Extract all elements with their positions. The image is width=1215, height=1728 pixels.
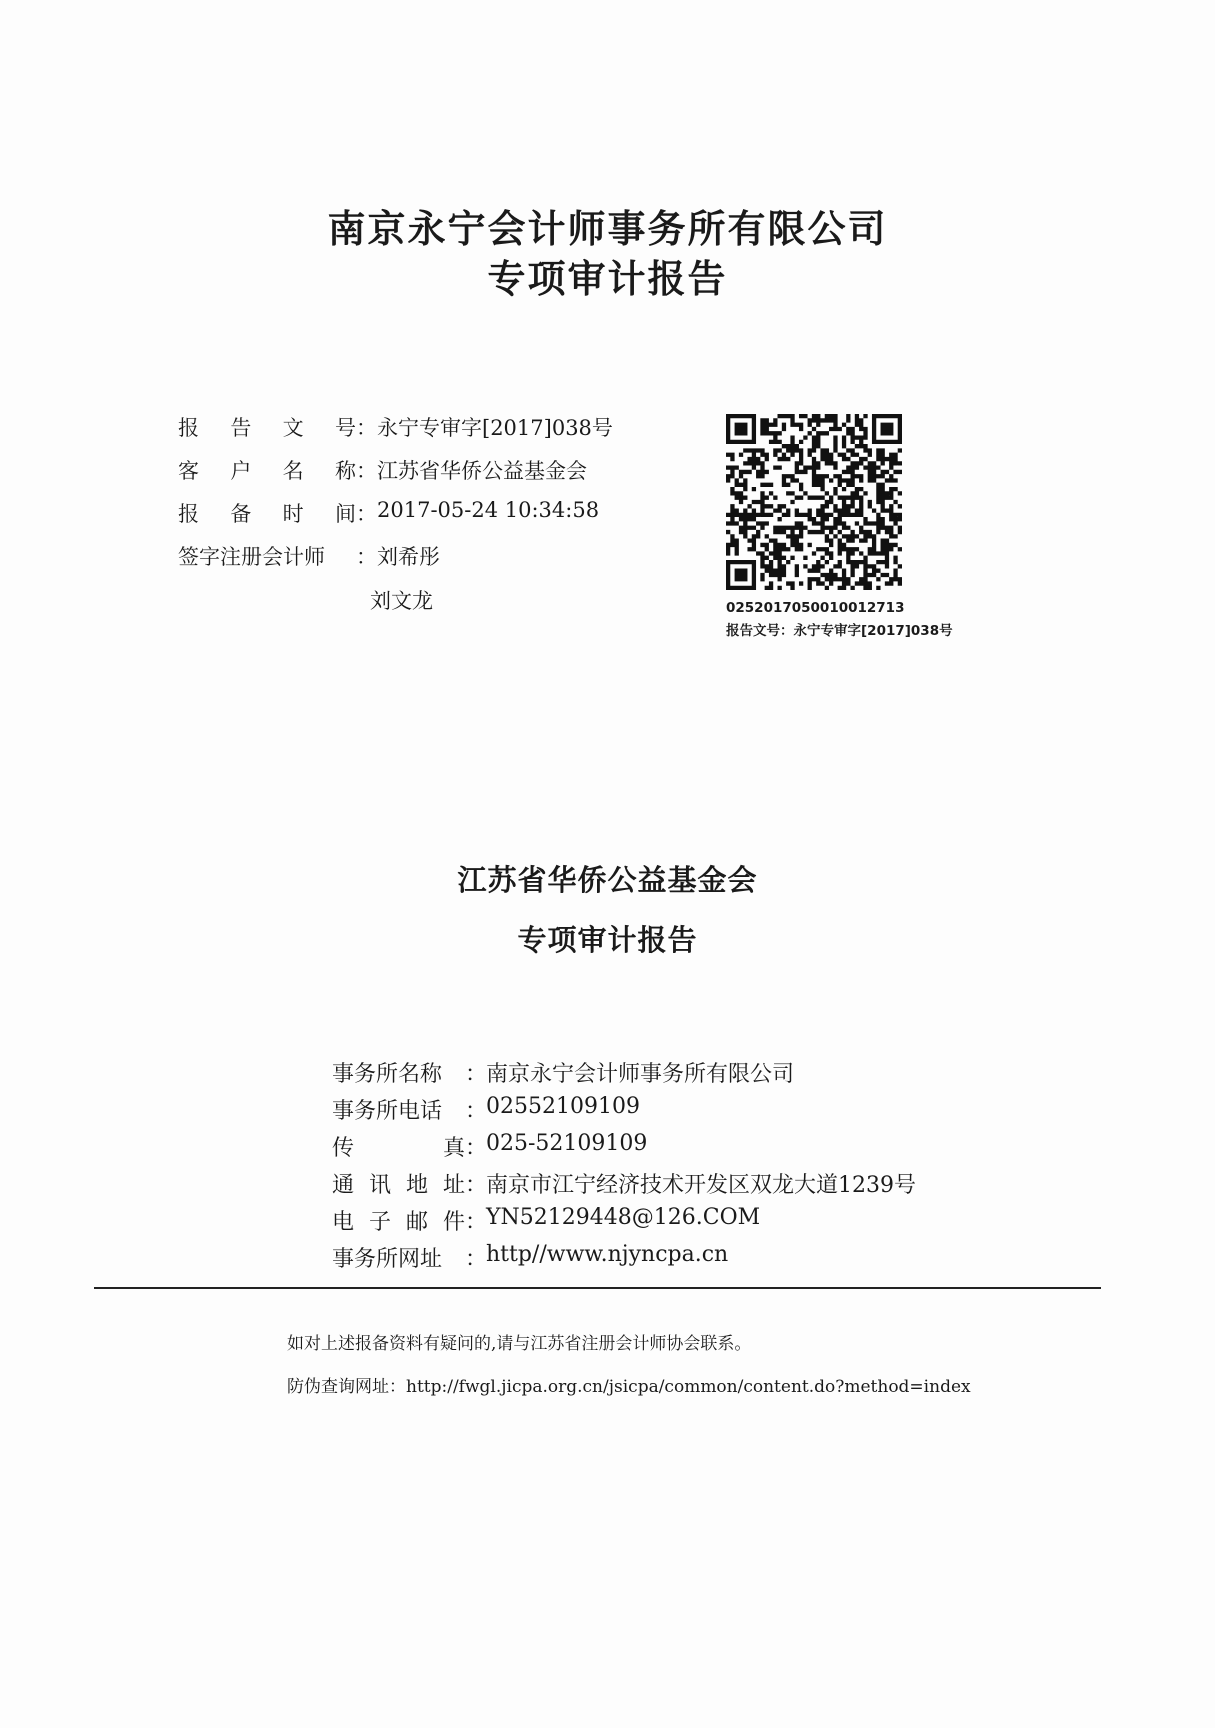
firm-info-row <box>332 1205 760 1242</box>
report-info-label-part: 备 <box>230 502 252 526</box>
firm-info-label <box>332 1131 465 1168</box>
firm-info-label <box>332 1057 465 1094</box>
firm-info-row <box>332 1242 728 1279</box>
firm-info-row <box>332 1168 916 1205</box>
qr-report-number <box>726 619 953 639</box>
report-info-label-part: 客 <box>178 459 199 483</box>
firm-info-value: 南京市江宁经济技术开发区双龙大道1239号 <box>486 1173 916 1198</box>
report-info-row <box>178 498 599 538</box>
report-info-value: 2017-05-24 10:34:58 <box>377 498 600 522</box>
firm-info-colon: ： <box>465 1210 488 1235</box>
report-info-value: 永宁专审字[2017]038号 <box>377 416 613 440</box>
report-info-colon: ： <box>356 502 377 526</box>
firm-info-label-part: 子 <box>368 1210 391 1235</box>
report-info-label-part: 文 <box>282 416 304 440</box>
report-info-label <box>178 412 356 452</box>
report-info-label-part: 报 <box>178 502 199 526</box>
report-info-label <box>178 498 356 538</box>
report-info-label <box>178 455 356 495</box>
firm-info-label-part: 通 <box>332 1173 355 1198</box>
firm-info-label-part: 传 <box>332 1136 355 1161</box>
firm-info-row <box>332 1131 647 1168</box>
firm-info-row <box>332 1094 640 1131</box>
report-info-value: 江苏省华侨公益基金会 <box>377 459 587 483</box>
firm-info-colon: ： <box>465 1173 488 1198</box>
qr-code-icon <box>726 414 902 590</box>
firm-info-label-part: 地 <box>405 1173 428 1198</box>
report-info-label-part: 间 <box>334 502 356 526</box>
report-info-row <box>178 455 587 495</box>
qr-report-number-label: 报告文号： <box>726 623 794 639</box>
firm-info-value: 02552109109 <box>486 1094 640 1119</box>
firm-info-colon: ： <box>465 1136 488 1161</box>
report-info-label <box>178 541 356 581</box>
report-info-colon: ： <box>356 459 377 483</box>
divider-line <box>94 1287 1101 1289</box>
firm-info-label-part: 真 <box>442 1136 465 1161</box>
report-info-colon: ： <box>356 416 377 440</box>
report-info-label-part: 称 <box>334 459 356 483</box>
firm-info-label <box>332 1094 465 1131</box>
report-info-label-part: 户 <box>230 459 252 483</box>
firm-info-colon: ： <box>465 1062 488 1087</box>
firm-info-row <box>332 1057 794 1094</box>
client-name: 江苏省华侨公益基金会 <box>457 863 758 897</box>
document-subtitle: 专项审计报告 <box>487 256 728 301</box>
report-info-label-part: 报 <box>178 416 199 440</box>
firm-info-label-part: 件 <box>442 1210 465 1235</box>
firm-info-label <box>332 1205 465 1242</box>
firm-info-label-part: 电 <box>332 1210 355 1235</box>
report-info-colon: ： <box>356 545 377 569</box>
firm-info-value: 025-52109109 <box>486 1131 648 1156</box>
firm-info-label-part: 邮 <box>405 1210 428 1235</box>
qr-report-number-value: 永宁专审字[2017]038号 <box>793 623 953 639</box>
client-report-title: 专项审计报告 <box>517 923 698 957</box>
second-accountant: 刘文龙 <box>370 589 433 613</box>
firm-info-value: YN52129448@126.COM <box>486 1205 761 1230</box>
report-info-label-part: 时 <box>282 502 304 526</box>
document-title: 南京永宁会计师事务所有限公司 <box>327 206 888 251</box>
firm-info-label-part: 讯 <box>368 1173 391 1198</box>
firm-info-label-part: 事务所网址 <box>332 1247 443 1272</box>
report-info-label-part: 签字注册会计师 <box>178 545 325 569</box>
report-info-label-part: 告 <box>230 416 252 440</box>
firm-info-label-part: 址 <box>442 1173 465 1198</box>
firm-info-value: 南京永宁会计师事务所有限公司 <box>486 1062 795 1087</box>
firm-info-label <box>332 1168 465 1205</box>
firm-info-colon: ： <box>465 1099 488 1124</box>
firm-info-label-part: 事务所名称 <box>332 1062 443 1087</box>
report-info-row <box>178 541 440 581</box>
firm-info-label-part: 事务所电话 <box>332 1099 443 1124</box>
report-info-row <box>178 412 613 452</box>
qr-serial: 0252017050010012713 <box>726 600 905 616</box>
inquiry-note: 如对上述报备资料有疑问的,请与江苏省注册会计师协会联系。 <box>287 1334 752 1354</box>
report-info-value: 刘希彤 <box>377 545 440 569</box>
verification-label: 防伪查询网址： <box>287 1377 406 1397</box>
firm-info-value: http//www.njyncpa.cn <box>486 1242 729 1267</box>
report-info-label-part: 名 <box>282 459 304 483</box>
firm-info-colon: ： <box>465 1247 488 1272</box>
firm-info-label <box>332 1242 465 1279</box>
verification-line <box>287 1372 971 1397</box>
verification-url: http://fwgl.jicpa.org.cn/jsicpa/common/content.do?method=index <box>406 1377 971 1397</box>
report-info-label-part: 号 <box>334 416 356 440</box>
